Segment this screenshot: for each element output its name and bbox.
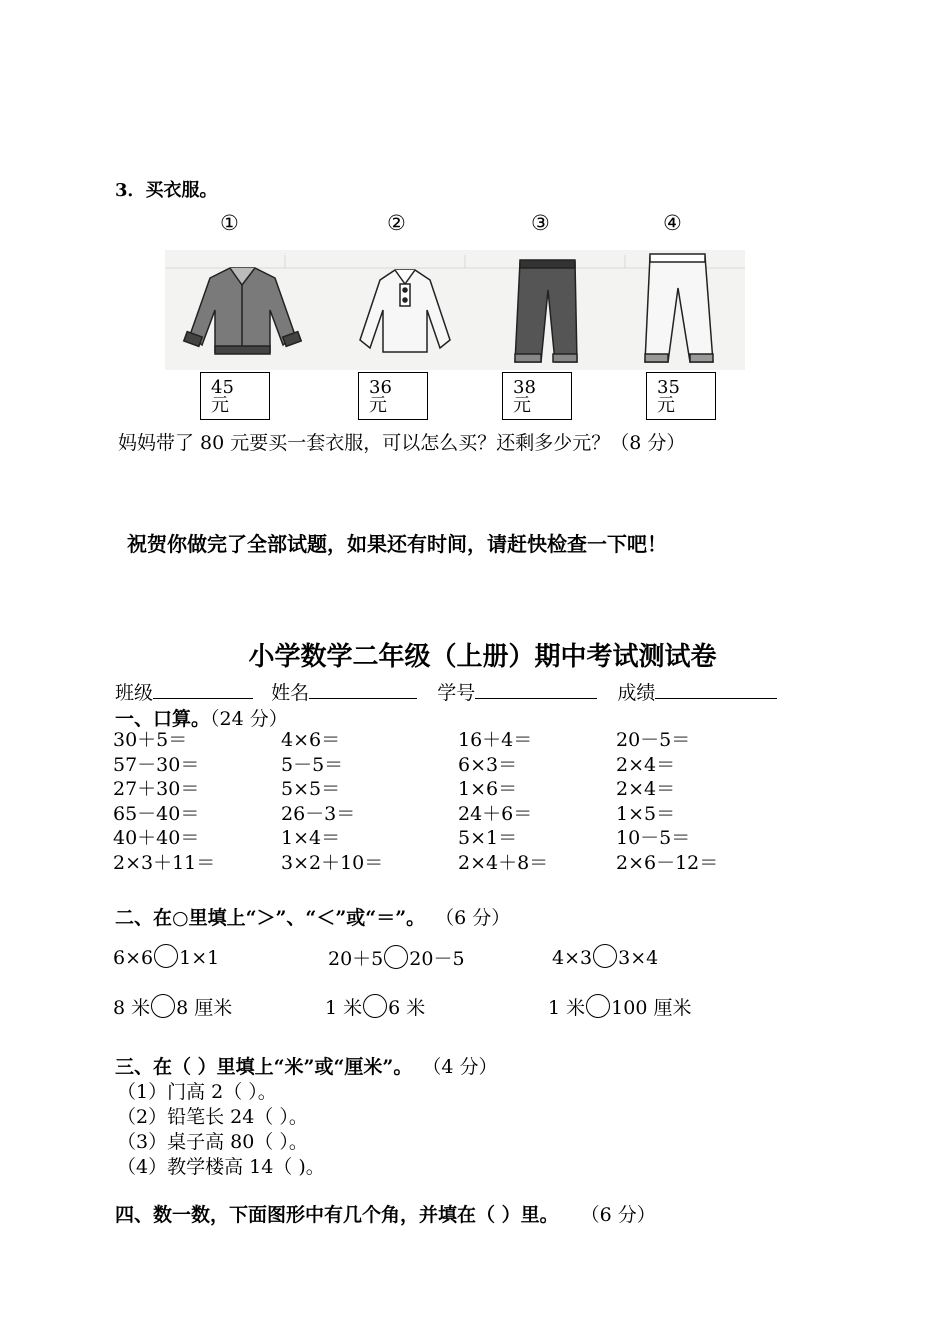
price-unit: 元: [657, 395, 675, 416]
section4-points: （6 分）: [580, 1204, 656, 1226]
score-blank[interactable]: [655, 678, 777, 699]
price-value: 38: [513, 377, 536, 398]
class-label: 班级: [115, 682, 154, 704]
oral-item: 1×5＝: [616, 802, 676, 825]
price-unit: 元: [211, 395, 229, 416]
name-blank[interactable]: [309, 678, 417, 699]
price-box-3: [502, 372, 572, 420]
oral-item: 27＋30＝: [113, 778, 200, 800]
fill-item-1: （1）门高 2（ ）。: [117, 1081, 277, 1103]
fill-item-2: （2）铅笔长 24（ ）。: [117, 1106, 308, 1128]
section3-heading: [115, 1052, 497, 1079]
compare-right: 8 厘米: [176, 997, 233, 1019]
oral-item: 20－5＝: [616, 729, 691, 751]
jacket-image: [184, 268, 301, 354]
section1-heading: [115, 704, 288, 731]
compare-item-1: [113, 944, 219, 969]
price-value: 35: [657, 377, 680, 398]
section1-title: 一、口算。: [115, 708, 211, 730]
oral-item: 2×6－12＝: [616, 851, 719, 874]
section3-points: （4 分）: [422, 1056, 498, 1078]
compare-circle[interactable]: [384, 945, 408, 969]
oral-item: 57－30＝: [113, 753, 200, 776]
number-label: 学号: [437, 682, 476, 704]
oral-column-4: [616, 728, 718, 875]
oral-item: 1×6＝: [458, 778, 518, 800]
compare-item-2: [328, 944, 465, 971]
price-unit: 元: [513, 395, 531, 416]
section2-title: 二、在○里填上“＞”、“＜”或“＝”。: [115, 907, 426, 929]
compare-item-3: [552, 944, 658, 969]
compare-circle[interactable]: [586, 994, 610, 1018]
light-trousers-image: [645, 254, 713, 362]
item-number-1: ①: [220, 211, 239, 235]
oral-item: 2×4＝: [616, 753, 676, 776]
oral-column-3: [458, 728, 548, 875]
congrats-message: 祝贺你做完了全部试题，如果还有时间，请赶快检查一下吧！: [127, 532, 667, 556]
oral-item: 6×3＝: [458, 753, 518, 776]
price-box-1: [200, 372, 270, 420]
compare-right: 6 米: [388, 997, 426, 1019]
oral-item: 2×4＋8＝: [458, 851, 549, 874]
section3-title: 三、在（ ）里填上“米”或“厘米”。: [115, 1056, 413, 1078]
compare-right: 100 厘米: [611, 997, 692, 1019]
q3-question: 妈妈带了 80 元要买一套衣服，可以怎么买？还剩多少元？（8 分）: [118, 432, 686, 454]
student-info-line: [115, 678, 777, 705]
price-value: 45: [211, 377, 234, 398]
score-label: 成绩: [617, 682, 656, 704]
item-number-4: ④: [663, 211, 682, 235]
compare-left: 8 米: [113, 997, 151, 1019]
compare-item-6: [548, 993, 691, 1020]
section2-points: （6 分）: [435, 907, 511, 929]
compare-left: 1 米: [325, 997, 363, 1019]
oral-item: 3×2＋10＝: [281, 851, 384, 874]
compare-circle[interactable]: [154, 944, 178, 968]
oral-item: 5×5＝: [281, 778, 341, 800]
exam-title: 小学数学二年级（上册）期中考试测试卷: [248, 642, 717, 672]
compare-item-4: [113, 993, 232, 1020]
fill-item-3: （3）桌子高 80（ ）。: [117, 1131, 308, 1153]
clothes-illustration: [165, 250, 745, 370]
oral-column-1: [113, 728, 215, 875]
compare-item-5: [325, 993, 425, 1020]
class-blank[interactable]: [153, 678, 253, 699]
oral-item: 40＋40＝: [113, 827, 200, 849]
oral-item: 2×4＝: [616, 778, 676, 800]
compare-circle[interactable]: [151, 994, 175, 1018]
oral-item: 24＋6＝: [458, 802, 533, 825]
fill-item-4: （4）教学楼高 14（ )。: [117, 1156, 325, 1178]
oral-item: 1×4＝: [281, 827, 341, 849]
compare-circle[interactable]: [593, 944, 617, 968]
oral-item: 30＋5＝: [113, 729, 188, 751]
oral-item: 26－3＝: [281, 802, 356, 825]
oral-item: 2×3＋11＝: [113, 851, 216, 874]
compare-left: 4×3: [552, 947, 593, 969]
compare-left: 1 米: [548, 997, 586, 1019]
oral-item: 10－5＝: [616, 827, 691, 849]
oral-item: 65－40＝: [113, 802, 200, 825]
section2-heading: [115, 903, 510, 930]
price-value: 36: [369, 377, 392, 398]
q3-title: 3．买衣服。: [115, 180, 218, 201]
name-label: 姓名: [271, 682, 310, 704]
sweater-image: [360, 270, 450, 352]
oral-column-2: [281, 728, 383, 875]
compare-right: 3×4: [618, 947, 659, 969]
item-number-2: ②: [387, 211, 406, 235]
price-unit: 元: [369, 395, 387, 416]
section4-heading: [115, 1200, 656, 1227]
dark-trousers-image: [515, 260, 577, 362]
number-blank[interactable]: [475, 678, 597, 699]
price-box-4: [646, 372, 716, 420]
item-number-3: ③: [531, 211, 550, 235]
compare-left: 20＋5: [328, 948, 384, 970]
oral-item: 5－5＝: [281, 753, 344, 776]
oral-item: 4×6＝: [281, 729, 341, 751]
section4-title: 四、数一数，下面图形中有几个角，并填在（ ）里。: [115, 1204, 559, 1226]
price-box-2: [358, 372, 428, 420]
compare-right: 20－5: [409, 948, 465, 970]
oral-item: 5×1＝: [458, 827, 518, 849]
oral-item: 16＋4＝: [458, 729, 533, 751]
compare-circle[interactable]: [363, 994, 387, 1018]
section1-points: （24 分）: [210, 708, 288, 730]
compare-left: 6×6: [113, 947, 154, 969]
compare-right: 1×1: [179, 947, 220, 969]
